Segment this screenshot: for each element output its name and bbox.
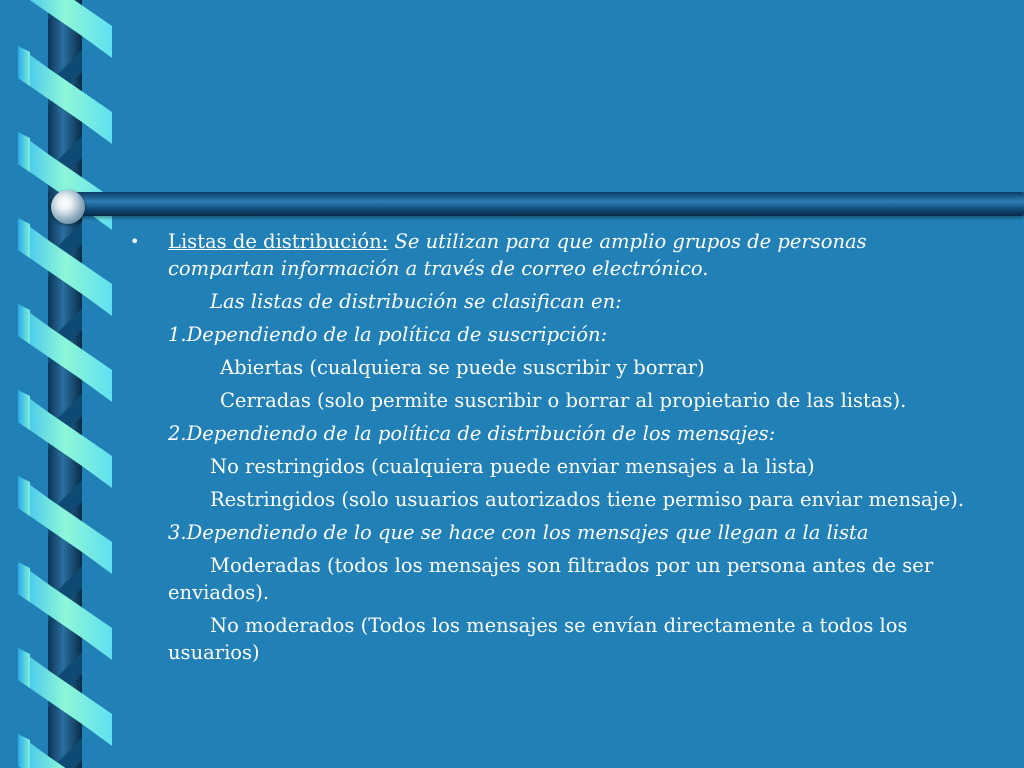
heading-term: Listas de distribución: xyxy=(168,230,389,253)
slide-content xyxy=(130,228,970,666)
unmoderated-item: No moderados (Todos los mensajes se envían directamente a todos los usuarios) xyxy=(168,614,908,664)
criterion-3: 3.Dependiendo de lo que se hace con los mensajes que llegan a la lista xyxy=(168,521,869,544)
criterion-1: 1.Dependiendo de la política de suscripción: xyxy=(168,323,608,346)
ribbon-edge-segment xyxy=(18,132,30,172)
bullet-marker: • xyxy=(130,232,140,251)
unrestricted-item: No restringidos (cualquiera puede enviar mensajes a la lista) xyxy=(210,455,815,478)
ribbon-edge-segment xyxy=(18,648,30,688)
title-divider-bar xyxy=(70,192,1024,216)
closed-lists-item: Cerradas (solo permite suscribir o borrar al propietario de las listas). xyxy=(220,389,907,412)
ribbon-edge-segment xyxy=(18,218,30,258)
heading-definition: Se utilizan para que amplio grupos de personas compartan información a través de correo electrónico. xyxy=(168,230,867,280)
ribbon-edge-segment xyxy=(18,46,30,86)
ribbon-edge-segment xyxy=(18,390,30,430)
ribbon-edge-segment xyxy=(18,304,30,344)
bar-knob xyxy=(51,190,85,224)
twisted-ribbon-decoration xyxy=(0,0,115,768)
moderated-item: Moderadas (todos los mensajes son filtrados por un persona antes de ser enviados). xyxy=(168,554,934,604)
classification-intro: Las listas de distribución se clasifican en: xyxy=(210,290,622,313)
ribbon-edge-segment xyxy=(18,562,30,602)
criterion-2: 2.Dependiendo de la política de distribución de los mensajes: xyxy=(168,422,776,445)
ribbon-edge-segment xyxy=(18,734,30,768)
ribbon-edge-segment xyxy=(18,476,30,516)
restricted-item: Restringidos (solo usuarios autorizados tiene permiso para enviar mensaje). xyxy=(210,488,965,511)
open-lists-item: Abiertas (cualquiera se puede suscribir y borrar) xyxy=(220,356,705,379)
bullet-item xyxy=(130,228,970,282)
